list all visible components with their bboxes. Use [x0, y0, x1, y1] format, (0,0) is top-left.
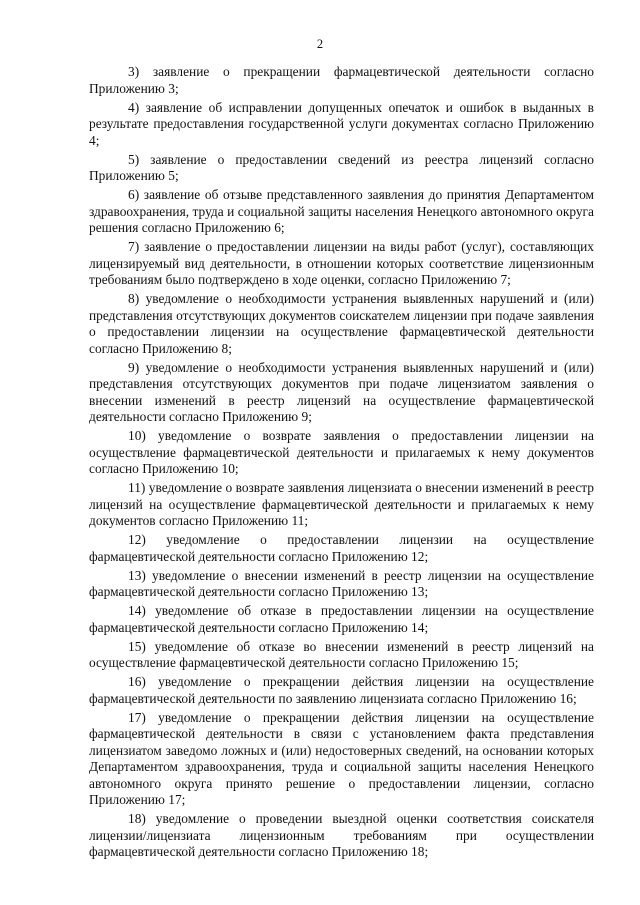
list-item-13: 13) уведомление о внесении изменений в реестр лицензии на осуществление фармацевтической деятельности согласно Приложению 13;: [89, 567, 594, 599]
list-item-12: 12) уведомление о предоставлении лицензии на осуществление фармацевтической деятельности согласно Приложению 12;: [89, 532, 594, 564]
list-item-16: 16) уведомление о прекращении действия лицензии на осуществление фармацевтической деятельности по заявлению лицензиата согласно Приложению 16;: [89, 674, 594, 706]
list-item-11: 11) уведомление о возврате заявления лицензиата о внесении изменений в реестр лицензий на осуществление фармацевтической деятельности и прилагаемых к нему документов согласно Приложению 11;: [89, 480, 594, 528]
list-item-8: 8) уведомление о необходимости устранения выявленных нарушений и (или) представления отсутствующих документов соискателем лицензии при подаче заявления о предоставлении лицензии на осуществление фармацевтической деятельности согласно Приложению 8;: [89, 291, 594, 356]
list-item-6: 6) заявление об отзыве представленного заявления до принятия Департаментом здравоохранения, труда и социальной защиты населения Ненецкого автономного округа решения согласно Приложению 6;: [89, 187, 594, 235]
list-item-4: 4) заявление об исправлении допущенных опечаток и ошибок в выданных в результате предоставления государственной услуги документах согласно Приложению 4;: [89, 99, 594, 148]
document-body: [89, 64, 594, 863]
list-item-5: 5) заявление о предоставлении сведений из реестра лицензий согласно Приложению 5;: [89, 151, 594, 183]
list-item-3: 3) заявление о прекращении фармацевтической деятельности согласно Приложению 3;: [89, 64, 594, 96]
page-number: 2: [316, 37, 324, 51]
list-item-7: 7) заявление о предоставлении лицензии на виды работ (услуг), составляющих лицензируемый вид деятельности, в отношении которых соответствие лицензионным требованиям было подтверждено в ходе оценки, согласно Приложению 7;: [89, 239, 594, 287]
list-item-17: 17) уведомление о прекращении действия лицензии на осуществление фармацевтической деятельности в связи с установлением факта представления лицензиатом заведомо ложных и (или) недостоверных сведений, на основании которых Департаментом здравоохранения, труда и социальной защиты населения Ненецкого автономного округа принято решение о предоставлении лицензии, согласно Приложению 17;: [89, 709, 594, 807]
list-item-14: 14) уведомление об отказе в предоставлении лицензии на осуществление фармацевтической деятельности согласно Приложению 14;: [89, 603, 594, 635]
list-item-10: 10) уведомление о возврате заявления о предоставлении лицензии на осуществление фармацевтической деятельности и прилагаемых к нему документов согласно Приложению 10;: [89, 428, 594, 476]
list-item-9: 9) уведомление о необходимости устранения выявленных нарушений и (или) представления отсутствующих документов при подаче лицензиатом заявления о внесении изменений в реестр лицензий на осуществление фармацевтической деятельности согласно Приложению 9;: [89, 359, 594, 424]
list-item-15: 15) уведомление об отказе во внесении изменений в реестр лицензий на осуществление фармацевтической деятельности согласно Приложению 15;: [89, 638, 594, 670]
list-item-18: 18) уведомление о проведении выездной оценки соответствия соискателя лицензии/лицензиата лицензионным требованиям при осуществлении фармацевтической деятельности согласно Приложению 18;: [89, 811, 594, 859]
